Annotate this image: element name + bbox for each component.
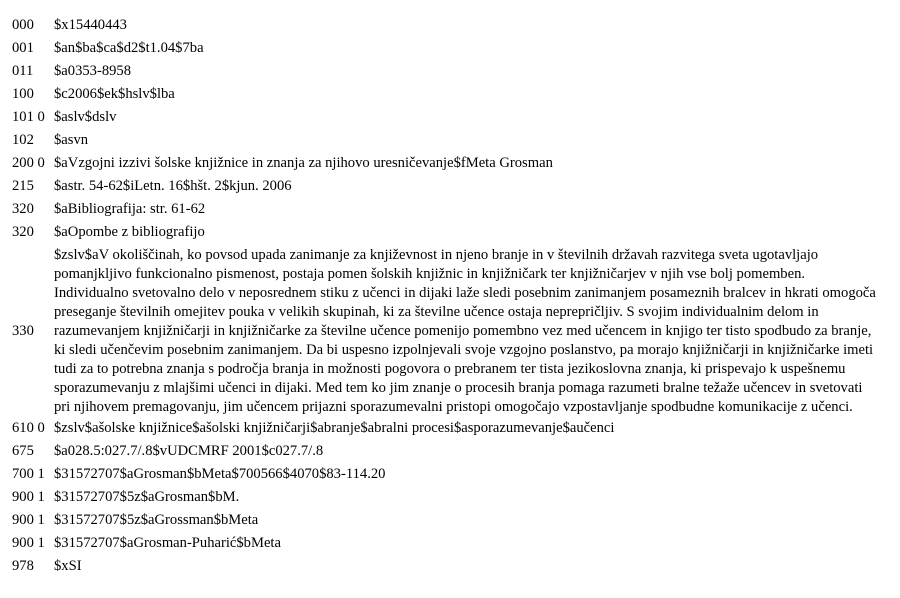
field-tag: 900 1 bbox=[12, 512, 45, 528]
field-tag: 900 1 bbox=[12, 489, 45, 505]
field-100 bbox=[0, 85, 900, 104]
field-330 bbox=[0, 246, 900, 417]
field-320 bbox=[0, 200, 900, 219]
field-tag: 330 bbox=[12, 323, 34, 339]
field-content: $zslv$ašolske knjižnice$ašolski knjižničarji$abranje$abralni procesi$asporazumevanje$aučenci bbox=[54, 420, 615, 436]
field-content: $c2006$ek$hslv$lba bbox=[54, 86, 175, 102]
field-tag: 700 1 bbox=[12, 466, 45, 482]
field-content: $a0353-8958 bbox=[54, 63, 132, 79]
field-610 bbox=[0, 419, 900, 438]
field-011 bbox=[0, 62, 900, 81]
field-content: $31572707$aGrosman$bMeta$700566$4070$83-114.20 bbox=[54, 466, 386, 482]
field-tag: 675 bbox=[12, 443, 34, 459]
field-content: $astr. 54-62$iLetn. 16$hšt. 2$kjun. 2006 bbox=[54, 178, 292, 194]
field-content: $an$ba$ca$d2$t1.04$7ba bbox=[54, 40, 204, 56]
field-tag: 101 0 bbox=[12, 109, 45, 125]
field-tag: 900 1 bbox=[12, 535, 45, 551]
field-content: $31572707$aGrosman-Puharić$bMeta bbox=[54, 535, 281, 551]
field-700 bbox=[0, 465, 900, 484]
field-320 bbox=[0, 223, 900, 242]
field-content: $aslv$dslv bbox=[54, 109, 117, 125]
field-675 bbox=[0, 442, 900, 461]
field-tag: 100 bbox=[12, 86, 34, 102]
field-tag: 610 0 bbox=[12, 420, 45, 436]
field-tag: 320 bbox=[12, 201, 34, 217]
field-content: $asvn bbox=[54, 132, 89, 148]
field-001 bbox=[0, 39, 900, 58]
field-content: $31572707$5z$aGrosman$bM. bbox=[54, 489, 240, 505]
field-content: $31572707$5z$aGrossman$bMeta bbox=[54, 512, 259, 528]
field-102 bbox=[0, 131, 900, 150]
field-tag: 320 bbox=[12, 224, 34, 240]
field-content: $zslv$aV okoliščinah, ko povsod upada zanimanje za književnost in njeno branje in v številnih državah razvitega sveta ugotavljajo pomanjkljivo funkcionalno pismenost, postaja pomen šolskih knjižnic in knjižničark ter knjižničarjev v njih vse bolj pomemben. Individualno svetovalno delo v neposrednem stiku z učenci in dijaki laže sledi posebnim zanimanjem posameznih bralcev in hkrati omogoča preseganje številnih omejitev pouka v velikih skupinah, ki za številne učence ostaja neprepričljiv. S svojim individualnim delom in razumevanjem knjižničarji in knjižničarke za številne učence pomenijo pomembno vez med učencem in knjigo ter tisto spodbudo za branje, ki sledi učenčevim posebnim zanimanjem. Da bi uspesno izpolnjevali svoje vzgojno poslanstvo, pa morajo knjižničarji in knjižničarke imeti tudi za to potrebna znanja s področja branja in možnosti pogovora o prebranem ter tista jezikoslovna znanja, ki prispevajo k uspešnemu sporazumevanju z mlajšimi učenci in dijaki. Med tem ko jim znanje o procesih branja pomaga razumeti bralne težaže učencev in svetovati pri njihovem premagovanju, jim učencem prijazni sporazumevalni pristopi omogočajo vzpostavljanje spodbudne komunikacije z učenci. bbox=[54, 247, 876, 415]
field-215 bbox=[0, 177, 900, 196]
field-978 bbox=[0, 557, 900, 576]
field-content: $a028.5:027.7/.8$vUDCMRF 2001$c027.7/.8 bbox=[54, 443, 324, 459]
field-tag: 011 bbox=[12, 63, 34, 79]
field-tag: 001 bbox=[12, 40, 34, 56]
field-content: $xSI bbox=[54, 558, 82, 574]
field-content: $aOpombe z bibliografijo bbox=[54, 224, 205, 240]
field-tag: 000 bbox=[12, 17, 34, 33]
field-101 bbox=[0, 108, 900, 127]
field-tag: 215 bbox=[12, 178, 34, 194]
field-200 bbox=[0, 154, 900, 173]
field-tag: 102 bbox=[12, 132, 34, 148]
field-content: $x15440443 bbox=[54, 17, 127, 33]
field-900 bbox=[0, 511, 900, 530]
field-900 bbox=[0, 488, 900, 507]
field-content: $aBibliografija: str. 61-62 bbox=[54, 201, 206, 217]
field-000 bbox=[0, 16, 900, 35]
field-content: $aVzgojni izzivi šolske knjižnice in znanja za njihovo uresničevanje$fMeta Grosman bbox=[54, 155, 553, 171]
field-tag: 200 0 bbox=[12, 155, 45, 171]
field-tag: 978 bbox=[12, 558, 34, 574]
field-900 bbox=[0, 534, 900, 553]
